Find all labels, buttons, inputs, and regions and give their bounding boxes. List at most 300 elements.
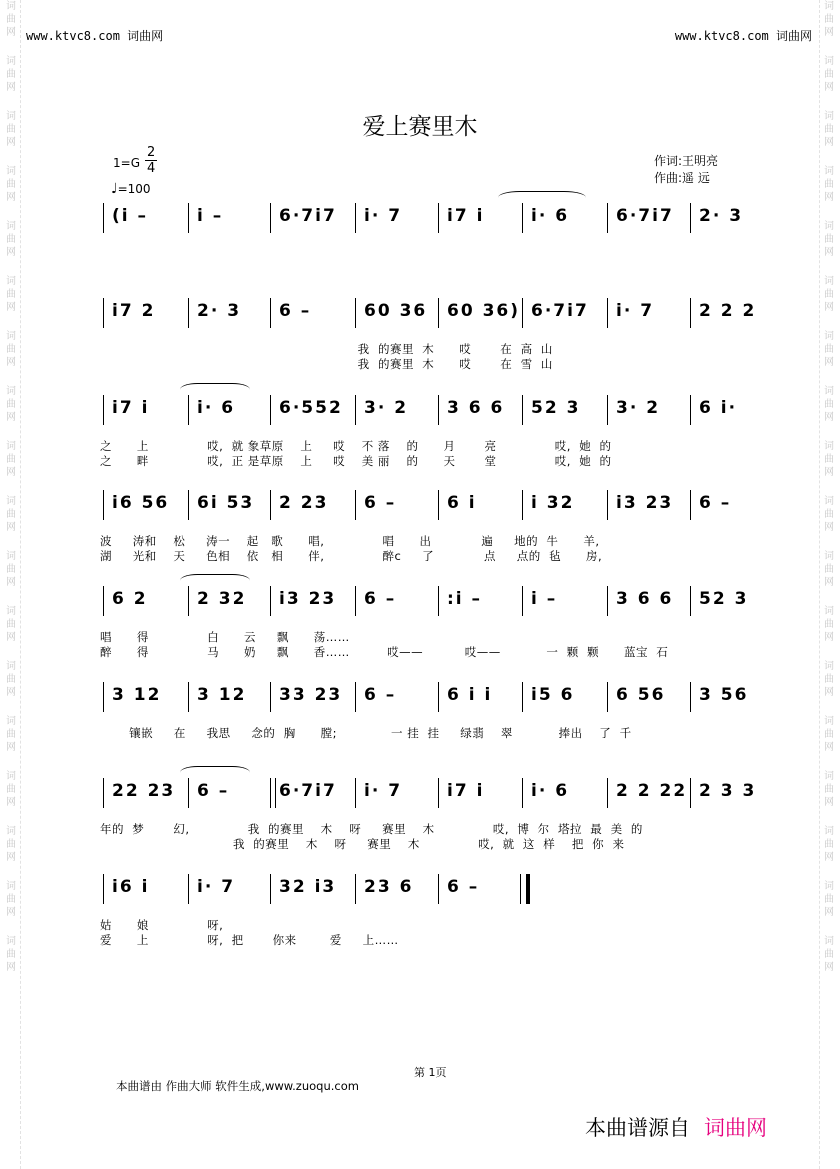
barline — [607, 682, 608, 712]
song-title: 爱上赛里木 — [362, 114, 478, 140]
barline — [522, 778, 523, 808]
watermark-glyph: 网 — [6, 577, 16, 588]
watermark-glyph: 网 — [6, 412, 16, 423]
generator-note: 本曲谱由 作曲大师 软件生成,www.zuoqu.com — [116, 1079, 359, 1093]
barline — [188, 874, 189, 904]
watermark-group — [6, 220, 16, 259]
watermark-glyph: 曲 — [824, 234, 834, 245]
measure: 6 – — [699, 493, 732, 513]
credits — [654, 153, 718, 187]
composer: 作曲:遥 远 — [654, 171, 710, 185]
watermark-glyph: 词 — [6, 441, 16, 452]
score-system — [100, 298, 760, 328]
barline — [438, 298, 439, 328]
watermark-glyph: 网 — [824, 742, 834, 753]
watermark-glyph: 词 — [824, 1, 834, 12]
tempo-marking — [111, 181, 151, 197]
barline — [607, 778, 608, 808]
watermark-glyph: 网 — [824, 632, 834, 643]
barline — [690, 682, 691, 712]
watermark-glyph: 词 — [824, 496, 834, 507]
measure: 2 2 2 — [699, 301, 757, 321]
measure: i· 7 — [364, 206, 403, 226]
barline — [103, 395, 104, 425]
barline — [607, 395, 608, 425]
watermark-glyph: 网 — [824, 852, 834, 863]
watermark-group — [6, 495, 16, 534]
watermark-glyph: 曲 — [824, 674, 834, 685]
watermark-glyph: 曲 — [6, 949, 16, 960]
measure: 6 – — [197, 781, 230, 801]
barline — [355, 203, 356, 233]
watermark-glyph: 词 — [824, 936, 834, 947]
watermark-glyph: 曲 — [6, 509, 16, 520]
watermark-glyph: 曲 — [6, 289, 16, 300]
watermark-glyph: 词 — [824, 276, 834, 287]
measure: 60 36) — [447, 301, 521, 321]
watermark-group — [824, 605, 834, 644]
measure: 60 36 — [364, 301, 428, 321]
barline — [103, 586, 104, 616]
score-system — [100, 586, 760, 616]
barline — [607, 203, 608, 233]
measure: i 32 — [531, 493, 575, 513]
watermark-group — [824, 825, 834, 864]
watermark-glyph: 曲 — [824, 454, 834, 465]
watermark-glyph: 曲 — [824, 894, 834, 905]
watermark-glyph: 词 — [824, 331, 834, 342]
barline — [438, 395, 439, 425]
watermark-glyph: 曲 — [824, 399, 834, 410]
watermark-group — [824, 770, 834, 809]
measure: 6 – — [364, 685, 397, 705]
measure: 6·7i7 — [531, 301, 589, 321]
measure: 2 23 — [279, 493, 329, 513]
measure: 22 23 — [112, 781, 176, 801]
watermark-glyph: 网 — [6, 962, 16, 973]
quarter-note-icon: ♩ — [111, 181, 118, 197]
source-credit — [585, 1112, 767, 1142]
barline — [690, 490, 691, 520]
watermark-glyph: 曲 — [824, 179, 834, 190]
watermark-group — [6, 440, 16, 479]
measure: i7 i — [447, 206, 485, 226]
watermark-glyph: 网 — [6, 467, 16, 478]
watermark-group — [6, 55, 16, 94]
measure: 52 3 — [531, 398, 581, 418]
watermark-group — [6, 385, 16, 424]
watermark-group — [6, 935, 16, 974]
watermark-glyph: 网 — [824, 247, 834, 258]
watermark-group — [6, 165, 16, 204]
measure: 33 23 — [279, 685, 343, 705]
score-system — [100, 490, 760, 520]
measure: 6 56 — [616, 685, 666, 705]
barline — [188, 586, 189, 616]
watermark-glyph: 词 — [824, 606, 834, 617]
watermark-glyph: 曲 — [6, 894, 16, 905]
watermark-strip-left — [2, 0, 21, 1169]
measure: i – — [197, 206, 224, 226]
watermark-glyph: 网 — [824, 27, 834, 38]
header-url-left[interactable]: www.ktvc8.com 词曲网 — [26, 29, 164, 43]
watermark-glyph: 词 — [824, 771, 834, 782]
watermark-glyph: 词 — [824, 716, 834, 727]
barline — [607, 490, 608, 520]
measure: i7 i — [112, 398, 150, 418]
measure: 6·7i7 — [279, 206, 337, 226]
watermark-glyph: 词 — [6, 551, 16, 562]
watermark-group — [6, 825, 16, 864]
measure: i3 23 — [616, 493, 674, 513]
page-number: 第 1页 — [414, 1066, 447, 1079]
watermark-glyph: 网 — [824, 192, 834, 203]
lyric-line: 我 的赛里 木 呀 赛里 木 哎, 就 这 样 把 你 来 — [100, 837, 625, 851]
barline — [188, 682, 189, 712]
watermark-glyph: 网 — [824, 687, 834, 698]
score-system — [100, 395, 760, 425]
barline — [522, 203, 523, 233]
watermark-glyph: 网 — [824, 412, 834, 423]
watermark-glyph: 词 — [824, 661, 834, 672]
watermark-glyph: 曲 — [824, 289, 834, 300]
watermark-group — [6, 715, 16, 754]
barline — [355, 874, 356, 904]
slur-mark — [180, 574, 250, 587]
watermark-glyph: 曲 — [6, 619, 16, 630]
barline — [690, 586, 691, 616]
source-prefix: 本曲谱源自 — [585, 1116, 690, 1140]
watermark-glyph: 网 — [6, 852, 16, 863]
watermark-group — [6, 880, 16, 919]
barline — [270, 778, 276, 808]
barline — [522, 682, 523, 712]
watermark-glyph: 词 — [824, 221, 834, 232]
measure: 6 i — [447, 493, 477, 513]
watermark-glyph: 网 — [824, 962, 834, 973]
barline — [522, 395, 523, 425]
watermark-glyph: 曲 — [824, 949, 834, 960]
watermark-group — [824, 550, 834, 589]
measure: 6 – — [364, 589, 397, 609]
barline — [355, 298, 356, 328]
watermark-glyph: 词 — [824, 386, 834, 397]
watermark-glyph: 词 — [6, 386, 16, 397]
barline — [103, 682, 104, 712]
measure: 6 – — [279, 301, 312, 321]
measure: i6 i — [112, 877, 150, 897]
source-brand-link[interactable]: 词曲网 — [704, 1116, 767, 1140]
barline — [522, 298, 523, 328]
barline — [438, 490, 439, 520]
measure: i· 7 — [364, 781, 403, 801]
watermark-glyph: 网 — [824, 907, 834, 918]
score-system — [100, 203, 760, 233]
barline — [355, 682, 356, 712]
barline — [690, 778, 691, 808]
watermark-glyph: 网 — [824, 577, 834, 588]
watermark-group — [824, 165, 834, 204]
barline — [438, 682, 439, 712]
lyric-line: 我 的赛里 木 哎 在 高 山 — [100, 342, 553, 356]
watermark-glyph: 网 — [824, 797, 834, 808]
barline — [270, 874, 271, 904]
barline — [188, 778, 189, 808]
barline — [188, 298, 189, 328]
watermark-glyph: 词 — [824, 551, 834, 562]
key-signature: 1=G — [113, 156, 140, 170]
measure: 6 i· — [699, 398, 738, 418]
lyric-line: 镶嵌 在 我思 念的 胸 膛; 一 挂 挂 绿翡 翠 捧出 了 千 — [100, 726, 632, 740]
watermark-glyph: 网 — [6, 742, 16, 753]
watermark-group — [824, 275, 834, 314]
watermark-glyph: 曲 — [6, 564, 16, 575]
measure: 2· 3 — [197, 301, 242, 321]
watermark-group — [824, 935, 834, 974]
watermark-glyph: 曲 — [824, 784, 834, 795]
measure: i7 i — [447, 781, 485, 801]
barline — [607, 586, 608, 616]
barline — [103, 203, 104, 233]
watermark-group — [824, 880, 834, 919]
measure: 3 6 6 — [616, 589, 674, 609]
lyric-line: 姑 娘 呀, — [100, 918, 224, 932]
measure: i5 6 — [531, 685, 575, 705]
watermark-group — [6, 0, 16, 39]
measure: 6·552 — [279, 398, 343, 418]
measure: 3 12 — [112, 685, 162, 705]
watermark-group — [824, 220, 834, 259]
measure: 52 3 — [699, 589, 749, 609]
barline — [103, 298, 104, 328]
watermark-glyph: 曲 — [6, 839, 16, 850]
watermark-glyph: 网 — [6, 192, 16, 203]
measure: 6 i i — [447, 685, 493, 705]
barline — [270, 490, 271, 520]
lyricist: 作词:王明亮 — [654, 154, 719, 168]
barline — [270, 586, 271, 616]
watermark-glyph: 曲 — [6, 399, 16, 410]
measure: 3· 2 — [364, 398, 409, 418]
lyric-line: 我 的赛里 木 哎 在 雪 山 — [100, 357, 553, 371]
watermark-glyph: 曲 — [6, 234, 16, 245]
lyric-line: 之 上 哎, 就 象草原 上 哎 不 落 的 月 亮 哎, 她 的 — [100, 439, 612, 453]
watermark-glyph: 词 — [6, 496, 16, 507]
watermark-glyph: 词 — [6, 936, 16, 947]
barline — [270, 395, 271, 425]
slur-mark — [180, 383, 250, 396]
watermark-group — [824, 55, 834, 94]
lyric-line: 之 畔 哎, 正 是草原 上 哎 美 丽 的 天 堂 哎, 她 的 — [100, 454, 612, 468]
barline — [103, 490, 104, 520]
watermark-glyph: 曲 — [824, 14, 834, 25]
barline — [355, 586, 356, 616]
measure: 6·7i7 — [279, 781, 337, 801]
watermark-glyph: 曲 — [824, 839, 834, 850]
watermark-glyph: 网 — [6, 687, 16, 698]
measure: 3 56 — [699, 685, 749, 705]
watermark-glyph: 词 — [6, 826, 16, 837]
barline — [438, 586, 439, 616]
lyric-line: 波 涛和 松 涛一 起 歌 唱, 唱 出 遍 地的 牛 羊, — [100, 534, 600, 548]
watermark-glyph: 曲 — [824, 619, 834, 630]
barline — [690, 203, 691, 233]
watermark-glyph: 词 — [6, 56, 16, 67]
lyric-line: 醉 得 马 奶 飘 香…… 哎—— 哎—— 一 颗 颗 蓝宝 石 — [100, 645, 669, 659]
watermark-glyph: 曲 — [6, 729, 16, 740]
watermark-glyph: 网 — [824, 137, 834, 148]
slur-mark — [180, 766, 250, 779]
watermark-glyph: 词 — [6, 221, 16, 232]
watermark-glyph: 词 — [6, 881, 16, 892]
barline — [438, 778, 439, 808]
barline — [188, 395, 189, 425]
watermark-glyph: 词 — [6, 661, 16, 672]
watermark-glyph: 词 — [6, 166, 16, 177]
watermark-glyph: 曲 — [6, 124, 16, 135]
watermark-group — [824, 440, 834, 479]
watermark-group — [6, 660, 16, 699]
score-system — [100, 682, 760, 712]
watermark-group — [6, 770, 16, 809]
watermark-glyph: 词 — [6, 276, 16, 287]
watermark-glyph: 曲 — [6, 14, 16, 25]
final-barline — [520, 874, 530, 904]
watermark-glyph: 曲 — [824, 344, 834, 355]
watermark-glyph: 词 — [6, 1, 16, 12]
watermark-group — [824, 660, 834, 699]
watermark-glyph: 网 — [6, 137, 16, 148]
watermark-group — [6, 605, 16, 644]
watermark-glyph: 曲 — [6, 344, 16, 355]
watermark-group — [824, 385, 834, 424]
lyric-line: 唱 得 白 云 飘 荡…… — [100, 630, 350, 644]
barline — [690, 298, 691, 328]
measure: i· 6 — [531, 781, 570, 801]
watermark-glyph: 词 — [6, 771, 16, 782]
barline — [355, 778, 356, 808]
watermark-glyph: 曲 — [824, 124, 834, 135]
watermark-glyph: 网 — [824, 82, 834, 93]
watermark-glyph: 曲 — [824, 509, 834, 520]
watermark-group — [6, 275, 16, 314]
measure: i· 6 — [197, 398, 236, 418]
barline — [270, 682, 271, 712]
watermark-glyph: 网 — [6, 907, 16, 918]
measure: i7 2 — [112, 301, 156, 321]
watermark-group — [824, 330, 834, 369]
tempo-value: =100 — [117, 182, 151, 196]
watermark-glyph: 词 — [824, 826, 834, 837]
barline — [188, 203, 189, 233]
barline — [270, 203, 271, 233]
barline — [355, 490, 356, 520]
time-signature-bottom: 4 — [147, 161, 156, 176]
barline — [522, 586, 523, 616]
watermark-glyph: 曲 — [824, 69, 834, 80]
measure: i· 6 — [531, 206, 570, 226]
watermark-glyph: 词 — [6, 331, 16, 342]
watermark-glyph: 网 — [824, 357, 834, 368]
slur-mark — [498, 191, 586, 204]
measure: 6i 53 — [197, 493, 255, 513]
watermark-glyph: 网 — [6, 302, 16, 313]
measure: i· 7 — [197, 877, 236, 897]
measure: 2· 3 — [699, 206, 744, 226]
measure: 23 6 — [364, 877, 414, 897]
watermark-group — [824, 715, 834, 754]
header-url-right[interactable]: www.ktvc8.com 词曲网 — [674, 29, 812, 43]
barline — [690, 395, 691, 425]
measure: 6 – — [447, 877, 480, 897]
barline — [438, 203, 439, 233]
measure: i3 23 — [279, 589, 337, 609]
measure: i – — [531, 589, 558, 609]
watermark-glyph: 词 — [6, 716, 16, 727]
score-system — [100, 874, 760, 904]
measure: 3· 2 — [616, 398, 661, 418]
watermark-glyph: 曲 — [824, 564, 834, 575]
watermark-group — [6, 330, 16, 369]
measure: 2 3 3 — [699, 781, 757, 801]
barline — [103, 778, 104, 808]
watermark-glyph: 网 — [824, 467, 834, 478]
watermark-glyph: 曲 — [824, 729, 834, 740]
watermark-glyph: 词 — [824, 111, 834, 122]
watermark-glyph: 词 — [6, 606, 16, 617]
watermark-glyph: 曲 — [6, 784, 16, 795]
measure: 32 i3 — [279, 877, 337, 897]
barline — [522, 490, 523, 520]
barline — [607, 298, 608, 328]
measure: i· 7 — [616, 301, 655, 321]
measure: i6 56 — [112, 493, 170, 513]
watermark-glyph: 词 — [824, 56, 834, 67]
watermark-glyph: 网 — [6, 247, 16, 258]
watermark-group — [824, 0, 834, 39]
watermark-group — [6, 550, 16, 589]
watermark-glyph: 词 — [824, 881, 834, 892]
barline — [355, 395, 356, 425]
watermark-strip-right — [819, 0, 838, 1169]
measure: 3 12 — [197, 685, 247, 705]
watermark-glyph: 词 — [6, 111, 16, 122]
watermark-glyph: 网 — [6, 357, 16, 368]
lyric-line: 年的 梦 幻, 我 的赛里 木 呀 赛里 木 哎, 博 尔 塔拉 最 美 的 — [100, 822, 643, 836]
watermark-glyph: 词 — [824, 441, 834, 452]
score-system — [100, 778, 760, 808]
barline — [103, 874, 104, 904]
watermark-glyph: 网 — [6, 632, 16, 643]
barline — [438, 874, 439, 904]
watermark-group — [824, 495, 834, 534]
watermark-glyph: 网 — [6, 82, 16, 93]
watermark-glyph: 词 — [824, 166, 834, 177]
time-signature-top: 2 — [147, 145, 156, 160]
measure: 6 2 — [112, 589, 148, 609]
barline — [270, 298, 271, 328]
lyric-line: 湖 光和 天 色相 依 相 伴, 醉c 了 点 点的 毡 房, — [100, 549, 603, 563]
measure: 6 – — [364, 493, 397, 513]
lyric-line: 爱 上 呀, 把 你来 爱 上…… — [100, 933, 399, 947]
measure: (i – — [112, 206, 149, 226]
watermark-glyph: 曲 — [6, 69, 16, 80]
time-signature — [145, 145, 157, 176]
watermark-glyph: 网 — [824, 302, 834, 313]
watermark-glyph: 网 — [824, 522, 834, 533]
watermark-glyph: 网 — [6, 797, 16, 808]
watermark-glyph: 曲 — [6, 454, 16, 465]
